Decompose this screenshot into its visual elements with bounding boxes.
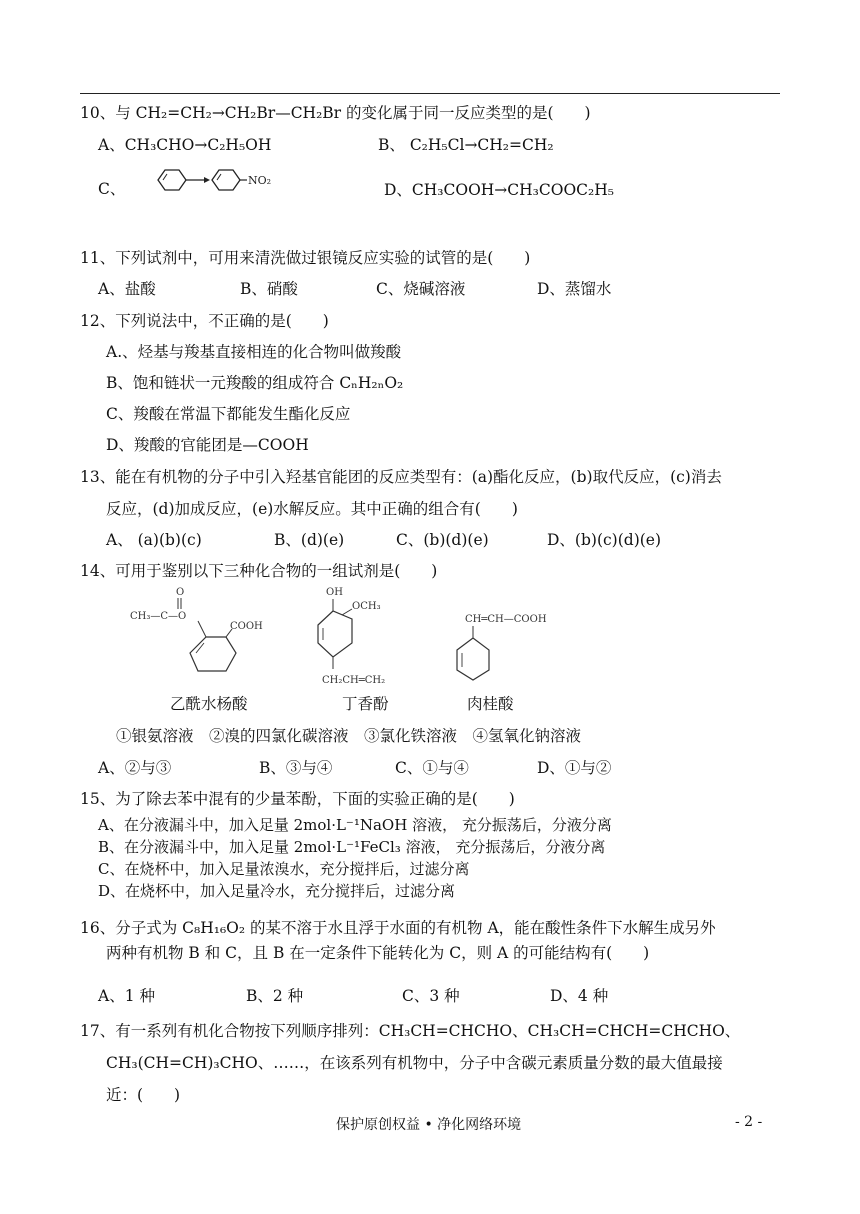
q14-option-d: D、①与② (537, 759, 612, 777)
svg-text:OCH₃: OCH₃ (352, 601, 381, 612)
svg-text:OH: OH (326, 587, 343, 598)
q11-option-d: D、蒸馏水 (537, 280, 612, 298)
q16-stem-line2: 两种有机物 B 和 C，且 B 在一定条件下能转化为 C，则 A 的可能结构有( ) (106, 944, 650, 962)
q15-option-b: B、在分液漏斗中，加入足量 2mol·L⁻¹FeCl₃ 溶液， 充分振荡后，分液分离 (98, 838, 606, 856)
svg-text:CH═CH—COOH: CH═CH—COOH (465, 614, 547, 625)
q14-stem: 14、可用于鉴别以下三种化合物的一组试剂是( ) (80, 562, 438, 580)
q16-option-b: B、2 种 (246, 987, 304, 1005)
q14-eugenol-structure (300, 583, 430, 693)
q16-option-d: D、4 种 (550, 987, 609, 1005)
q11-option-b: B、硝酸 (240, 280, 298, 298)
q16-option-a: A、1 种 (98, 987, 155, 1005)
q12-option-c: C、羧酸在常温下都能发生酯化反应 (106, 405, 351, 423)
svg-text:O: O (176, 587, 185, 598)
q10-option-b: B、 C₂H₅Cl→CH₂=CH₂ (378, 136, 554, 154)
q14-option-c: C、①与④ (395, 759, 469, 777)
svg-text:CH₂CH═CH₂: CH₂CH═CH₂ (322, 675, 386, 686)
q14-label-aspirin: 乙酰水杨酸 (170, 695, 248, 713)
q11-stem: 11、下列试剂中，可用来清洗做过银镜反应实验的试管的是( ) (80, 249, 531, 267)
q12-option-a: A.、烃基与羧基直接相连的化合物叫做羧酸 (106, 343, 402, 361)
q16-stem-line1: 16、分子式为 C₈H₁₆O₂ 的某不溶于水且浮于水面的有机物 A，能在酸性条件下水解生成另外 (80, 919, 716, 937)
q14-option-a: A、②与③ (98, 759, 172, 777)
q15-stem: 15、为了除去苯中混有的少量苯酚，下面的实验正确的是( ) (80, 790, 515, 808)
footer-page-number: - 2 - (735, 1114, 763, 1130)
q13-stem-line2: 反应，(d)加成反应，(e)水解反应。其中正确的组合有( ) (106, 500, 518, 518)
q15-option-d: D、在烧杯中，加入足量冷水，充分搅拌后，过滤分离 (98, 882, 456, 900)
q17-stem-line1: 17、有一系列有机化合物按下列顺序排列：CH₃CH=CHCHO、CH₃CH=CHCH=CHCHO、 (80, 1022, 741, 1040)
q15-option-c: C、在烧杯中，加入足量浓溴水，充分搅拌后，过滤分离 (98, 860, 470, 878)
q13-option-c: C、(b)(d)(e) (396, 531, 489, 549)
q15-option-a: A、在分液漏斗中，加入足量 2mol·L⁻¹NaOH 溶液， 充分振荡后，分液分离 (98, 816, 612, 834)
q13-option-d: D、(b)(c)(d)(e) (547, 531, 662, 549)
svg-text:CH₃—C—O: CH₃—C—O (130, 611, 187, 622)
q13-option-a: A、 (a)(b)(c) (106, 531, 202, 549)
q14-label-cinnamic-acid: 肉桂酸 (467, 695, 514, 713)
q14-cinnamic-acid-structure (445, 600, 595, 685)
q13-option-b: B、(d)(e) (274, 531, 345, 549)
footer-slogan: 保护原创权益 • 净化网络环境 (336, 1117, 522, 1133)
q10-no2-label: NO₂ (248, 174, 272, 187)
q12-option-d: D、羧酸的官能团是—COOH (106, 436, 309, 454)
q12-option-b: B、饱和链状一元羧酸的组成符合 CₙH₂ₙO₂ (106, 374, 404, 392)
q16-option-c: C、3 种 (402, 987, 460, 1005)
q13-stem-line1: 13、能在有机物的分子中引入羟基官能团的反应类型有：(a)酯化反应，(b)取代反应，(c)消去 (80, 468, 722, 486)
q14-label-eugenol: 丁香酚 (342, 695, 389, 713)
header-rule (80, 93, 780, 94)
q11-option-c: C、烧碱溶液 (376, 280, 466, 298)
q10-nitrobenzene-structure (150, 163, 280, 197)
q10-stem: 10、与 CH₂=CH₂→CH₂Br—CH₂Br 的变化属于同一反应类型的是( ) (80, 104, 591, 122)
q10-option-a: A、CH₃CHO→C₂H₅OH (98, 136, 272, 154)
q11-option-a: A、盐酸 (98, 280, 156, 298)
q10-option-c: C、 (98, 180, 126, 198)
q14-option-b: B、③与④ (259, 759, 333, 777)
q17-stem-line2: CH₃(CH=CH)₃CHO、……，在该系列有机物中，分子中含碳元素质量分数的最大值最接 (106, 1054, 723, 1072)
q17-stem-line3: 近：( ) (106, 1086, 181, 1104)
svg-text:COOH: COOH (230, 621, 263, 632)
q10-option-d: D、CH₃COOH→CH₃COOC₂H₅ (384, 181, 614, 199)
q12-stem: 12、下列说法中，不正确的是( ) (80, 312, 329, 330)
q14-aspirin-structure (128, 583, 288, 688)
q14-reagents: ①银氨溶液 ②溴的四氯化碳溶液 ③氯化铁溶液 ④氢氧化钠溶液 (116, 727, 582, 745)
